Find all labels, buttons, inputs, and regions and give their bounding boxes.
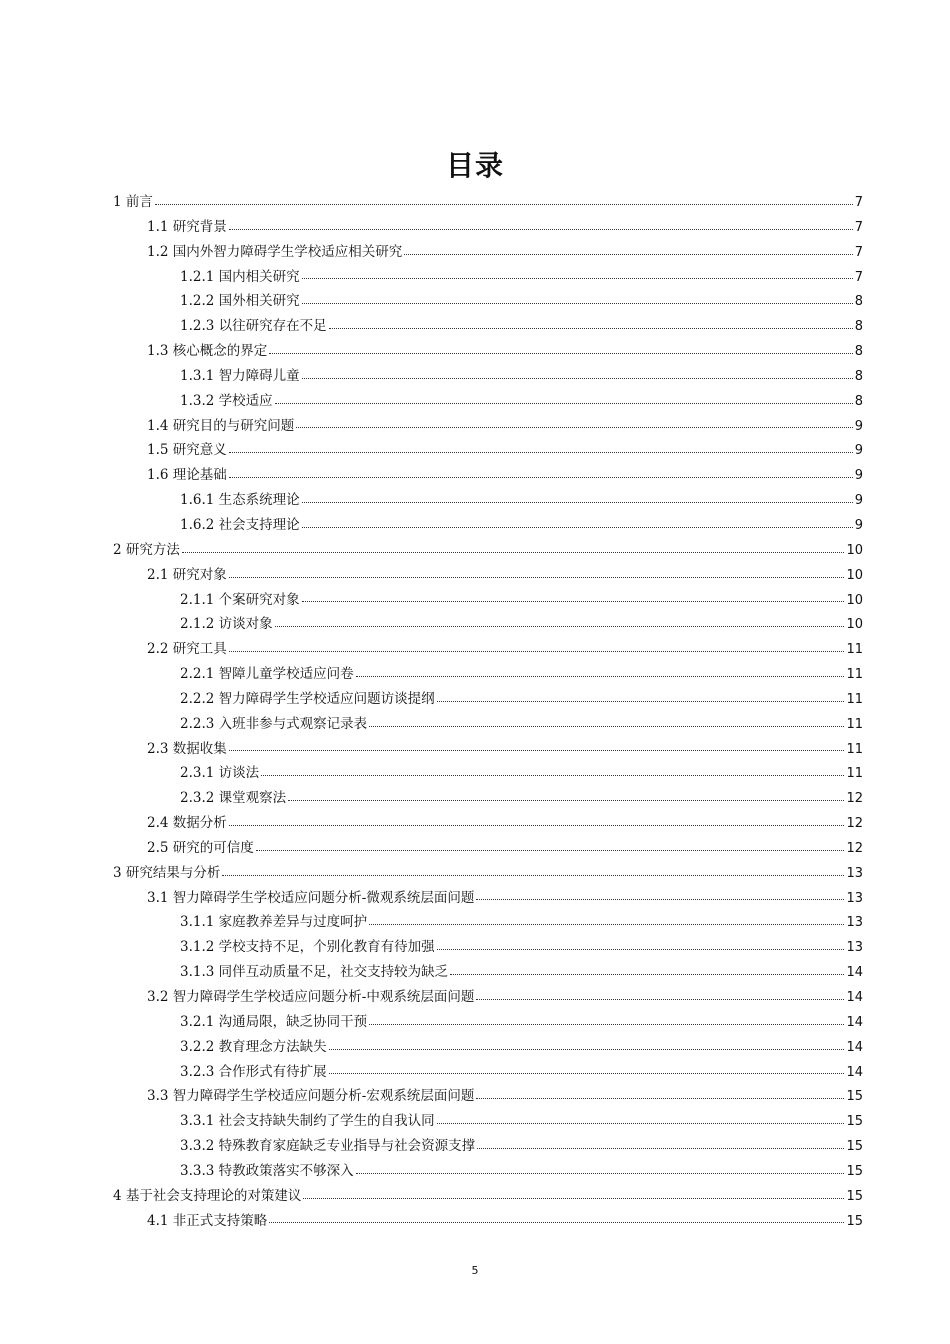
toc-entry[interactable]	[113, 886, 863, 911]
toc-dot-leader	[329, 1048, 845, 1050]
toc-dot-leader	[437, 948, 845, 950]
toc-entry-page: 13	[846, 940, 863, 956]
toc-entry-page: 15	[846, 1188, 863, 1204]
toc-entry-page: 8	[854, 344, 863, 360]
toc-entry[interactable]	[113, 1084, 863, 1109]
toc-entry[interactable]	[113, 190, 863, 215]
toc-entry-title: 3.3.2 特殊教育家庭缺乏专业指导与社会资源支撑	[180, 1138, 476, 1155]
toc-dot-leader	[296, 426, 852, 428]
toc-entry[interactable]	[113, 737, 863, 762]
toc-entry[interactable]	[113, 488, 863, 513]
toc-entry-title: 3.1.1 家庭教养差异与过度呵护	[180, 914, 368, 931]
toc-entry-page: 9	[854, 493, 863, 509]
toc-entry-page: 15	[846, 1163, 863, 1179]
toc-entry-title: 1.2.3 以往研究存在不足	[180, 318, 327, 335]
toc-entry-title: 3.1.2 学校支持不足，个别化教育有待加强	[180, 939, 435, 956]
toc-entry[interactable]	[113, 712, 863, 737]
toc-entry-title: 1.3.2 学校适应	[180, 392, 273, 409]
toc-entry[interactable]	[113, 786, 863, 811]
toc-entry-page: 8	[854, 368, 863, 384]
toc-dot-leader	[229, 451, 853, 453]
page-number: 5	[471, 1264, 479, 1277]
toc-entry-title: 1.2 国内外智力障碍学生学校适应相关研究	[147, 243, 403, 260]
toc-entry-page: 7	[854, 244, 863, 260]
toc-entry-page: 14	[846, 1014, 863, 1030]
toc-dot-leader	[269, 352, 852, 354]
toc-entry-page: 13	[846, 915, 863, 931]
toc-entry-title: 3.3.1 社会支持缺失制约了学生的自我认同	[180, 1113, 435, 1130]
toc-entry-page: 8	[854, 393, 863, 409]
toc-entry[interactable]	[113, 215, 863, 240]
toc-dot-leader	[369, 1023, 844, 1025]
toc-entry[interactable]	[113, 463, 863, 488]
toc-entry-page: 8	[854, 319, 863, 335]
toc-dot-leader	[229, 749, 845, 751]
toc-dot-leader	[275, 402, 853, 404]
toc-entry[interactable]	[113, 538, 863, 563]
toc-entry-page: 9	[854, 418, 863, 434]
toc-dot-leader	[356, 1172, 845, 1174]
toc-entry-page: 7	[854, 195, 863, 210]
toc-entry[interactable]	[113, 910, 863, 935]
toc-dot-leader	[477, 1147, 844, 1149]
toc-entry-page: 14	[846, 1039, 863, 1055]
toc-entry-title: 1.6 理论基础	[147, 467, 227, 484]
toc-dot-leader	[404, 253, 852, 255]
toc-dot-leader	[256, 849, 845, 851]
toc-entry[interactable]	[113, 563, 863, 588]
toc-entry[interactable]	[113, 1159, 863, 1184]
toc-entry[interactable]	[113, 1134, 863, 1159]
toc-dot-leader	[369, 725, 844, 727]
toc-dot-leader	[229, 824, 845, 826]
toc-dot-leader	[229, 576, 845, 578]
toc-entry[interactable]	[113, 935, 863, 960]
toc-dot-leader	[302, 526, 853, 528]
toc-dot-leader	[288, 799, 844, 801]
toc-dot-leader	[261, 774, 844, 776]
toc-entry-page: 13	[846, 890, 863, 906]
toc-dot-leader	[275, 625, 845, 627]
toc-entry-title: 2.2.1 智障儿童学校适应问卷	[180, 666, 354, 683]
toc-entry-page: 13	[846, 865, 863, 881]
toc-entry-page: 12	[846, 791, 863, 807]
toc-entry-title: 1.2.2 国外相关研究	[180, 293, 300, 310]
toc-dot-leader	[437, 700, 845, 702]
toc-dot-leader	[329, 327, 853, 329]
toc-dot-leader	[302, 600, 845, 602]
toc-entry-page: 15	[846, 1139, 863, 1155]
toc-entry-page: 11	[846, 691, 863, 707]
toc-entry[interactable]	[113, 265, 863, 290]
toc-entry[interactable]	[113, 314, 863, 339]
toc-dot-leader	[229, 228, 853, 230]
toc-entry-page: 11	[846, 642, 863, 658]
toc-entry[interactable]	[113, 1109, 863, 1134]
toc-entry[interactable]	[113, 861, 863, 886]
toc-entry[interactable]	[113, 289, 863, 314]
toc-entry-title: 2 研究方法	[113, 541, 180, 558]
toc-entry-title: 1.6.2 社会支持理论	[180, 516, 300, 533]
toc-entry-title: 4.1 非正式支持策略	[147, 1212, 268, 1229]
toc-entry-page: 11	[846, 766, 863, 782]
toc-entry-title: 2.1.2 访谈对象	[180, 616, 273, 633]
toc-dot-leader	[302, 302, 853, 304]
toc-entry[interactable]	[113, 364, 863, 389]
toc-dot-leader	[302, 277, 853, 279]
toc-entry-title: 3.3 智力障碍学生学校适应问题分析-宏观系统层面问题	[147, 1088, 475, 1105]
toc-entry-page: 8	[854, 294, 863, 310]
toc-entry-title: 3.2 智力障碍学生学校适应问题分析-中观系统层面问题	[147, 989, 475, 1005]
toc-entry[interactable]	[113, 1060, 863, 1085]
toc-entry-page: 10	[846, 617, 863, 633]
toc-dot-leader	[303, 1197, 844, 1199]
toc-entry-title: 3.1.3 同伴互动质量不足，社交支持较为缺乏	[180, 964, 449, 981]
toc-entry[interactable]	[113, 1184, 863, 1209]
toc-entry-page: 10	[846, 567, 863, 583]
toc-entry-title: 2.1.1 个案研究对象	[180, 591, 300, 608]
toc-entry-page: 7	[854, 269, 863, 285]
toc-dot-leader	[329, 1072, 845, 1074]
toc-entry[interactable]	[113, 414, 863, 439]
toc-entry-page: 15	[846, 1213, 863, 1229]
toc-entry-title: 3.3.3 特教政策落实不够深入	[180, 1162, 354, 1179]
toc-entry[interactable]	[113, 588, 863, 613]
toc-entry-title: 1.3.1 智力障碍儿童	[180, 367, 300, 384]
toc-entry-page: 14	[846, 1064, 863, 1080]
toc-entry[interactable]	[113, 662, 863, 687]
toc-dot-leader	[476, 898, 844, 900]
toc-entry[interactable]	[113, 1010, 863, 1035]
toc-entry-title: 3.2.3 合作形式有待扩展	[180, 1063, 327, 1080]
toc-dot-leader	[369, 923, 844, 925]
toc-entry-title: 3.2.2 教育理念方法缺失	[180, 1038, 327, 1055]
toc-entry-title: 2.3.1 访谈法	[180, 765, 260, 782]
toc-entry-page: 7	[854, 219, 863, 235]
toc-entry-title: 1.1 研究背景	[147, 218, 227, 235]
toc-entry-title: 2.1 研究对象	[147, 566, 227, 583]
toc-entry[interactable]	[113, 985, 863, 1010]
toc-entry-title: 4 基于社会支持理论的对策建议	[113, 1187, 302, 1204]
toc-entry-page: 9	[854, 517, 863, 533]
toc-dot-leader	[437, 1122, 845, 1124]
toc-entry-page: 12	[846, 816, 863, 832]
toc-dot-leader	[476, 998, 844, 1000]
toc-entry-page: 15	[846, 1114, 863, 1130]
toc-entry[interactable]	[113, 960, 863, 985]
toc-dot-leader	[450, 973, 844, 975]
toc-dot-leader	[229, 476, 853, 478]
toc-dot-leader	[222, 874, 844, 876]
toc-entry-title: 1.2.1 国内相关研究	[180, 268, 300, 285]
toc-dot-leader	[182, 551, 845, 553]
toc-dot-leader	[229, 650, 845, 652]
toc-entry-page: 11	[846, 741, 863, 757]
toc-entry[interactable]	[113, 836, 863, 861]
toc-entry-title: 2.2.2 智力障碍学生学校适应问题访谈提纲	[180, 690, 435, 707]
toc-entry-page: 11	[846, 716, 863, 732]
toc-entry-title: 2.5 研究的可信度	[147, 839, 254, 856]
toc-entry-page: 12	[846, 840, 863, 856]
toc-entry[interactable]	[113, 438, 863, 463]
toc-entry-title: 1.6.1 生态系统理论	[180, 492, 300, 509]
toc-dot-leader	[356, 675, 845, 677]
toc-entry-page: 9	[854, 443, 863, 459]
toc-entry-title: 3 研究结果与分析	[113, 864, 221, 881]
toc-entry-title: 2.3 数据收集	[147, 740, 227, 757]
toc-dot-leader	[476, 1097, 844, 1099]
toc-entry-page: 14	[846, 965, 863, 981]
page-title: 目录	[445, 149, 504, 182]
toc-entry[interactable]	[113, 761, 863, 786]
toc-dot-leader	[302, 377, 853, 379]
toc-dot-leader	[302, 501, 853, 503]
toc-entry-title: 2.2 研究工具	[147, 641, 227, 658]
toc-entry-title: 1.5 研究意义	[147, 442, 227, 459]
toc-entry-title: 2.2.3 入班非参与式观察记录表	[180, 715, 368, 732]
toc-entry[interactable]	[113, 811, 863, 836]
table-of-contents	[113, 190, 863, 1233]
toc-entry[interactable]	[113, 612, 863, 637]
toc-entry[interactable]	[113, 339, 863, 364]
toc-dot-leader	[155, 203, 853, 205]
toc-entry[interactable]	[113, 513, 863, 538]
toc-entry[interactable]	[113, 240, 863, 265]
toc-entry-page: 11	[846, 667, 863, 683]
toc-entry[interactable]	[113, 389, 863, 414]
toc-entry-title: 1.4 研究目的与研究问题	[147, 417, 295, 434]
toc-entry[interactable]	[113, 637, 863, 662]
toc-entry-title: 2.4 数据分析	[147, 815, 227, 832]
toc-entry-title: 3.2.1 沟通局限，缺乏协同干预	[180, 1013, 368, 1030]
toc-entry[interactable]	[113, 1209, 863, 1234]
toc-entry-title: 3.1 智力障碍学生学校适应问题分析-微观系统层面问题	[147, 889, 475, 906]
toc-entry-title: 1.3 核心概念的界定	[147, 343, 268, 360]
toc-dot-leader	[269, 1221, 844, 1223]
toc-entry-title: 1 前言	[113, 194, 153, 210]
toc-entry[interactable]	[113, 1035, 863, 1060]
toc-entry-page: 15	[846, 1089, 863, 1105]
toc-entry[interactable]	[113, 687, 863, 712]
toc-entry-page: 9	[854, 468, 863, 484]
toc-entry-page: 10	[846, 542, 863, 558]
toc-entry-title: 2.3.2 课堂观察法	[180, 790, 287, 807]
toc-entry-page: 14	[846, 990, 863, 1005]
toc-entry-page: 10	[846, 592, 863, 608]
